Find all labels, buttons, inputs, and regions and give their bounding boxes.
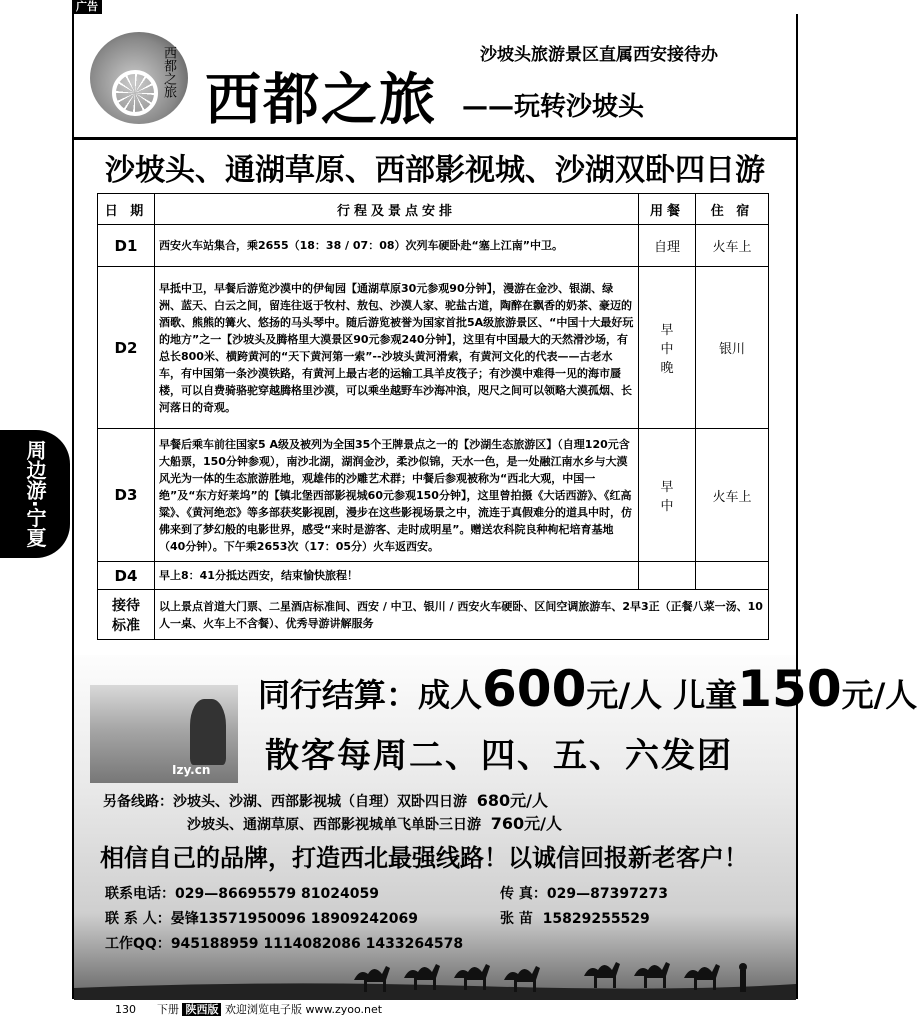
day-cell: D2 (98, 267, 155, 429)
page-footer (115, 1001, 382, 1017)
phone-label: 联系电话： (105, 886, 175, 902)
water-wheel-icon (112, 70, 158, 116)
departure-schedule: 散客每周二、四、五、六发团 (265, 736, 733, 776)
price-unit-child: 元/人 儿童 (586, 676, 738, 714)
stay-cell: 火车上 (696, 225, 769, 267)
fax-label: 传 真： (500, 886, 547, 902)
contact-person-line (105, 908, 418, 928)
brand-title: 西都之旅 (205, 67, 437, 133)
desc-cell: 早上8：41分抵达西安，结束愉快旅程！ (155, 562, 639, 590)
person-label: 联 系 人： (105, 911, 171, 927)
phone-line (105, 883, 379, 903)
itinerary-table (97, 193, 769, 640)
child-price: 150 (737, 660, 842, 718)
fax-line (500, 883, 668, 903)
stay-cell: 火车上 (696, 429, 769, 562)
desc-cell: 早抵中卫，早餐后游览沙漠中的伊甸园【通湖草原30元参观90分钟】，漫游在金沙、银湖、绿洲、蓝天、白云之间，留连往返于牧村、敖包、沙漠人家、驼盐古道，陶醉在飘香的奶茶、豪迈的酒歌、熊熊的篝火、悠扬的马头琴中。随后游览被誉为国家首批5A级旅游景区、“中国十大最好玩的地方”之一【沙坡头及腾格里大漠景区90元参观240分钟】，这里有中国最大的天然滑沙场，有总长800米、横跨黄河的“天下黄河第一索”--沙坡头黄河滑索，有黄河文化的代表——古老水车，有中国第一条沙漠铁路，有黄河上最古老的运输工具羊皮筏子；有沙漠中难得一见的海市蜃楼，可以自费骑骆驼穿越腾格里沙漠，可以乘坐越野车沙海冲浪，咫尺之间可以领略大漠孤烟、长河落日的奇观。 (155, 267, 639, 429)
photo-watermark: Izy.cn (172, 763, 211, 777)
alt-label: 另备线路： (103, 794, 173, 810)
xidu-logo (90, 32, 188, 124)
edition-tag: 陕西版 (182, 1003, 221, 1016)
slogan: ——玩转沙坡头 (462, 92, 645, 122)
contact-person2-line (500, 908, 650, 928)
footer-text: 欢迎浏览电子版 www.zyoo.net (224, 1003, 383, 1016)
day-cell: D3 (98, 429, 155, 562)
table-header-row (98, 194, 769, 225)
alt-route-2-price: 760元/人 (490, 814, 562, 833)
meal-cell: 早 中 晚 (639, 267, 696, 429)
price-line (258, 660, 917, 718)
logo-text: 西都之旅 (161, 46, 176, 98)
price-unit: 元/人 (841, 676, 917, 714)
motto: 相信自己的品牌，打造西北最强线路！以诚信回报新老客户！ (100, 844, 748, 872)
desc-cell: 西安火车站集合，乘2655（18：38 / 07：08）次列车硬卧赴“塞上江南”中卫。 (155, 225, 639, 267)
table-row (98, 562, 769, 590)
qq-label: 工作QQ： (105, 936, 171, 952)
table-row (98, 590, 769, 640)
table-row (98, 267, 769, 429)
desc-cell: 早餐后乘车前往国家5 A级及被列为全国35个王牌景点之一的【沙湖生态旅游区】（自理120元含大船票，150分钟参观），南沙北湖，湖润金沙，柔沙似锦，天水一色，是一处融江南水乡与大漠风光为一体的生态旅游胜地，观雄伟的沙雕艺术群；中餐后参观被称为“西北大观，中国一绝”及“东方好莱坞”的【镇北堡西部影视城60元参观150分钟】，这里曾拍摄《大话西游》、《红高粱》、《黄河绝恋》等多部获奖影视剧，漫步在这些影视场景之中，流连于真假难分的道具中时，仿佛来到了梦幻般的电影世界，感受“来时是游客、走时成明星”。赠送农科院良种枸杞培育基地（40分钟）。下午乘2653次（17：05分）火车返西安。 (155, 429, 639, 562)
alt-route-1-text: 沙坡头、沙湖、西部影视城（自理）双卧四日游 (173, 794, 467, 810)
stay-cell: 银川 (696, 267, 769, 429)
route-title: 沙坡头、通湖草原、西部影视城、沙湖双卧四日游 (105, 153, 765, 188)
alt-route-2 (103, 813, 562, 836)
fax: 029—87397273 (546, 886, 669, 902)
desert-photo (90, 685, 238, 783)
price-label: 同行结算：成人 (258, 676, 483, 714)
phone: 029—86695579 81024059 (175, 886, 379, 902)
divider (74, 137, 796, 140)
header-itinerary: 行程及景点安排 (155, 194, 639, 225)
page-number: 130 (115, 1003, 136, 1016)
table-row (98, 429, 769, 562)
header-stay: 住 宿 (696, 194, 769, 225)
adult-price: 600 (482, 660, 587, 718)
alt-route-1 (103, 790, 562, 813)
meal-cell (639, 562, 696, 590)
person: 晏锋13571950096 18909242069 (170, 911, 418, 927)
standard-desc-cell: 以上景点首道大门票、二星酒店标准间、西安 / 中卫、银川 / 西安火车硬卧、区间空调旅游车、2早3正（正餐八菜一汤、10人一桌、火车上不含餐）、优秀导游讲解服务 (155, 590, 769, 640)
stay-cell (696, 562, 769, 590)
alt-routes (103, 790, 562, 836)
qq: 945188959 1114082086 1433264578 (170, 936, 464, 952)
header-date: 日 期 (98, 194, 155, 225)
meal-cell: 自理 (639, 225, 696, 267)
camel-caravan-silhouette (74, 950, 796, 1000)
rock-image (190, 699, 226, 765)
side-tab-region: 周边游·宁夏 (0, 430, 70, 558)
standard-label-cell: 接待 标准 (98, 590, 155, 640)
alt-route-1-price: 680元/人 (476, 791, 548, 810)
alt-route-2-text: 沙坡头、通湖草原、西部影视城单飞单卧三日游 (187, 817, 481, 833)
day-cell: D4 (98, 562, 155, 590)
header-meal: 用餐 (639, 194, 696, 225)
organization-name: 沙坡头旅游景区直属西安接待办 (480, 45, 718, 65)
table-row (98, 225, 769, 267)
meal-cell: 早 中 (639, 429, 696, 562)
person2-name: 张 苗 (500, 911, 533, 927)
person2-phone: 15829255529 (542, 911, 650, 927)
footer-section: 下册 (156, 1003, 179, 1016)
day-cell: D1 (98, 225, 155, 267)
ad-label: 广告 (72, 0, 102, 14)
